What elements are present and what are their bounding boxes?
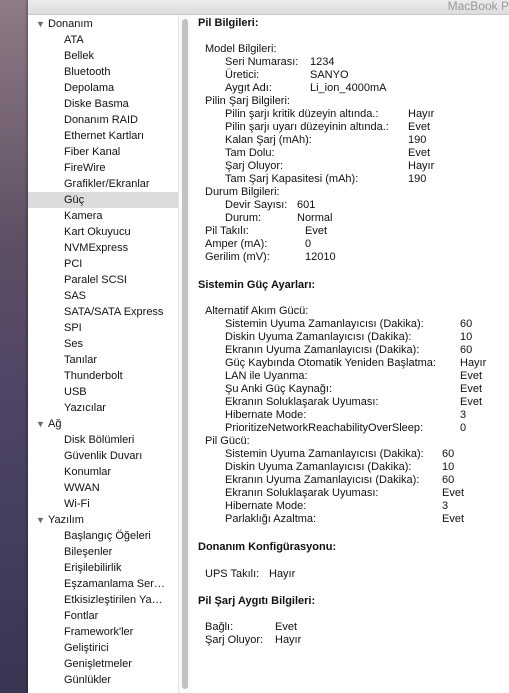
sidebar-item-label: Geliştirici: [64, 642, 109, 654]
property-value: Evet: [460, 370, 483, 382]
section-title-pil: Pil Bilgileri:: [198, 17, 259, 29]
property-value: Evet: [305, 225, 328, 237]
property-value: Evet: [460, 383, 483, 395]
sidebar-item[interactable]: [28, 80, 178, 96]
property-key: Ekranın Soluklaşarak Uyuması:: [225, 487, 379, 499]
property-value: 190: [408, 173, 427, 185]
property-value: 3: [442, 500, 449, 512]
group-header: Alternatif Akım Gücü:: [205, 305, 309, 317]
sidebar-item[interactable]: [28, 288, 178, 304]
disclosure-triangle-icon[interactable]: ▼: [36, 419, 45, 429]
sidebar-item-label: Fontlar: [64, 610, 99, 622]
sidebar-item-label: NVMExpress: [64, 242, 129, 254]
property-key: Güç Kaybında Otomatik Yeniden Başlatma:: [225, 357, 436, 369]
sidebar-item-label: Kamera: [64, 210, 103, 222]
sidebar-item[interactable]: [28, 384, 178, 400]
property-value: 0: [460, 422, 467, 434]
sidebar-item[interactable]: [28, 336, 178, 352]
sidebar-item[interactable]: [28, 96, 178, 112]
sidebar-item[interactable]: [28, 672, 178, 688]
sidebar-item-label: Bellek: [64, 50, 94, 62]
sidebar-item[interactable]: [28, 576, 178, 592]
sidebar-item-label: Eşzamanlama Ser…: [64, 578, 165, 590]
sidebar-section-label: Ağ: [48, 418, 62, 430]
property-key: Diskin Uyuma Zamanlayıcısı (Dakika):: [225, 461, 412, 473]
property-value: 60: [442, 448, 455, 460]
property-key: Ekranın Uyuma Zamanlayıcısı (Dakika):: [225, 344, 420, 356]
sidebar-item-label: Konumlar: [64, 466, 112, 478]
property-value: 12010: [305, 251, 336, 263]
property-value: 190: [408, 134, 427, 146]
disclosure-triangle-icon[interactable]: ▼: [36, 515, 45, 525]
property-value: Hayır: [408, 160, 435, 172]
sidebar-item[interactable]: [28, 624, 178, 640]
sidebar-item-label: Erişilebilirlik: [64, 562, 122, 574]
sidebar-item-label: ATA: [64, 34, 84, 46]
sidebar-item[interactable]: [28, 272, 178, 288]
sidebar-item-label: Thunderbolt: [64, 370, 123, 382]
sidebar-item[interactable]: [28, 176, 178, 192]
sidebar-item-label: SPI: [64, 322, 82, 334]
sidebar-section-1[interactable]: [28, 416, 178, 432]
property-key: Pil Takılı:: [205, 225, 249, 237]
property-key: Tam Şarj Kapasitesi (mAh):: [225, 173, 359, 185]
sidebar-item[interactable]: [28, 352, 178, 368]
section-title-hardware: Donanım Konfigürasyonu:: [198, 541, 337, 553]
property-value: 60: [460, 318, 473, 330]
sidebar-item-label: Fiber Kanal: [64, 146, 121, 158]
property-value: 1234: [310, 56, 335, 68]
disclosure-triangle-icon[interactable]: ▼: [36, 19, 45, 29]
property-value: Hayır: [275, 634, 302, 646]
sidebar-item-label: Günlükler: [64, 674, 112, 686]
sidebar-item-label: WWAN: [64, 482, 100, 494]
sidebar-item[interactable]: [28, 608, 178, 624]
property-value: 0: [305, 238, 312, 250]
sidebar-item-label: SATA/SATA Express: [64, 306, 164, 318]
sidebar-item[interactable]: [28, 112, 178, 128]
section-title-charger: Pil Şarj Aygıtı Bilgileri:: [198, 595, 316, 607]
sidebar-item[interactable]: [28, 304, 178, 320]
property-key: Şu Anki Güç Kaynağı:: [225, 383, 333, 395]
sidebar-item[interactable]: [28, 400, 178, 416]
sidebar-section-2[interactable]: [28, 512, 178, 528]
sidebar-item[interactable]: [28, 496, 178, 512]
property-key: Tam Dolu:: [225, 147, 275, 159]
property-value: Evet: [275, 621, 298, 633]
sidebar-item-label: Kart Okuyucu: [64, 226, 131, 238]
property-value: 10: [460, 331, 473, 343]
property-key: Hibernate Mode:: [225, 409, 307, 421]
sidebar-item[interactable]: [28, 448, 178, 464]
sidebar-item[interactable]: [28, 544, 178, 560]
sidebar-item-label: Başlangıç Öğeleri: [64, 530, 151, 542]
property-value: Evet: [408, 121, 431, 133]
property-key: Devir Sayısı:: [225, 199, 288, 211]
property-key: Gerilim (mV):: [205, 251, 270, 263]
property-value: SANYO: [310, 69, 349, 81]
sidebar-item[interactable]: [28, 64, 178, 80]
sidebar-item-label: Diske Basma: [64, 98, 129, 110]
property-key: Şarj Oluyor:: [205, 634, 264, 646]
property-key: Ekranın Soluklaşarak Uyuması:: [225, 396, 379, 408]
sidebar-item[interactable]: [28, 480, 178, 496]
property-value: Evet: [442, 513, 465, 525]
sidebar-item-label: Disk Bölümleri: [64, 434, 135, 446]
sidebar-item-label: Bluetooth: [64, 66, 111, 78]
sidebar-item-label: Wi-Fi: [64, 498, 90, 510]
property-key: Sistemin Uyuma Zamanlayıcısı (Dakika):: [225, 448, 424, 460]
property-value: 3: [460, 409, 467, 421]
group-header: Model Bilgileri:: [205, 43, 277, 55]
property-value: Evet: [460, 396, 483, 408]
property-value: Evet: [408, 147, 431, 159]
group-header: Pilin Şarj Bilgileri:: [205, 95, 290, 107]
group-header: Pil Gücü:: [205, 435, 250, 447]
sidebar-item[interactable]: [28, 144, 178, 160]
sidebar-item[interactable]: [28, 160, 178, 176]
property-value: Normal: [297, 212, 333, 224]
sidebar-item-label: Ses: [64, 338, 83, 350]
property-key: Ekranın Uyuma Zamanlayıcısı (Dakika):: [225, 474, 420, 486]
property-key: Amper (mA):: [205, 238, 268, 250]
sidebar-item-label: Güvenlik Duvarı: [64, 450, 143, 462]
property-value: Hayır: [269, 568, 296, 580]
property-key: Durum:: [225, 212, 262, 224]
sidebar-item[interactable]: [28, 208, 178, 224]
sidebar-item-label: USB: [64, 386, 87, 398]
property-value: 60: [442, 474, 455, 486]
sidebar-section-label: Donanım: [48, 18, 93, 30]
sidebar-item-label: Bileşenler: [64, 546, 113, 558]
sidebar-item-label: Yazıcılar: [64, 402, 106, 414]
sidebar-item[interactable]: [28, 256, 178, 272]
sidebar-section-label: Yazılım: [48, 514, 84, 526]
property-value: Evet: [442, 487, 465, 499]
property-key: Hibernate Mode:: [225, 500, 307, 512]
property-key: Üretici:: [225, 69, 260, 81]
sidebar-item[interactable]: [28, 432, 178, 448]
section-title-power: Sistemin Güç Ayarları:: [198, 279, 316, 291]
sidebar-item-label: Paralel SCSI: [64, 274, 127, 286]
sidebar-item-label: Framework'ler: [64, 626, 134, 638]
property-value: Hayır: [460, 357, 487, 369]
sidebar-item[interactable]: [28, 128, 178, 144]
property-value: 10: [442, 461, 455, 473]
property-value: Hayır: [408, 108, 435, 120]
sidebar-item-label: Depolama: [64, 82, 115, 94]
sidebar-item-label: Etkisizleştirilen Ya…: [64, 594, 163, 606]
sidebar-item[interactable]: [28, 320, 178, 336]
sidebar-item[interactable]: [28, 368, 178, 384]
property-key: UPS Takılı:: [205, 568, 260, 580]
sidebar-item-label: PCI: [64, 258, 83, 270]
sidebar-item[interactable]: [28, 32, 178, 48]
sidebar-item[interactable]: [28, 192, 178, 208]
sidebar-item[interactable]: [28, 224, 178, 240]
sidebar-item[interactable]: [28, 48, 178, 64]
sidebar-section-0[interactable]: [28, 16, 178, 32]
property-key: Şarj Oluyor:: [225, 160, 284, 172]
property-key: Kalan Şarj (mAh):: [225, 134, 312, 146]
title-bar[interactable]: [28, 0, 509, 15]
property-key: LAN ile Uyanma:: [225, 370, 308, 382]
sidebar-item-label: Tanılar: [64, 354, 98, 366]
sidebar-item-label: Donanım RAID: [64, 114, 138, 126]
property-key: PrioritizeNetworkReachabilityOverSleep:: [225, 422, 424, 434]
sidebar-item[interactable]: [28, 528, 178, 544]
group-header: Durum Bilgileri:: [205, 186, 280, 198]
sidebar-item[interactable]: [28, 560, 178, 576]
sidebar-item-label: Grafikler/Ekranlar: [64, 178, 150, 190]
property-key: Parlaklığı Azaltma:: [225, 513, 317, 525]
property-value: Li_ion_4000mA: [310, 82, 387, 94]
property-key: Sistemin Uyuma Zamanlayıcısı (Dakika):: [225, 318, 424, 330]
property-key: Seri Numarası:: [225, 56, 299, 68]
sidebar-item-label: Ethernet Kartları: [64, 130, 145, 142]
property-key: Bağlı:: [205, 621, 234, 633]
property-value: 601: [297, 199, 316, 211]
sidebar-scrollbar[interactable]: [178, 15, 192, 693]
property-key: Aygıt Adı:: [225, 82, 272, 94]
property-key: Diskin Uyuma Zamanlayıcısı (Dakika):: [225, 331, 412, 343]
sidebar-item[interactable]: [28, 640, 178, 656]
sidebar-item[interactable]: [28, 240, 178, 256]
sidebar: [28, 15, 178, 693]
property-value: 60: [460, 344, 473, 356]
window-title: MacBook P: [447, 0, 509, 13]
sidebar-item[interactable]: [28, 592, 178, 608]
property-key: Pilin şarjı uyarı düzeyinin altında.:: [225, 121, 389, 133]
scroll-thumb[interactable]: [182, 19, 188, 689]
sidebar-item[interactable]: [28, 656, 178, 672]
sidebar-item-label: Güç: [64, 194, 85, 206]
property-key: Pilin şarjı kritik düzeyin altında.:: [225, 108, 379, 120]
detail-pane: [191, 15, 509, 693]
sidebar-item-label: FireWire: [64, 162, 106, 174]
sidebar-item-label: SAS: [64, 290, 87, 302]
sidebar-item[interactable]: [28, 464, 178, 480]
system-information-window: [28, 0, 509, 693]
sidebar-item-label: Genişletmeler: [64, 658, 132, 670]
